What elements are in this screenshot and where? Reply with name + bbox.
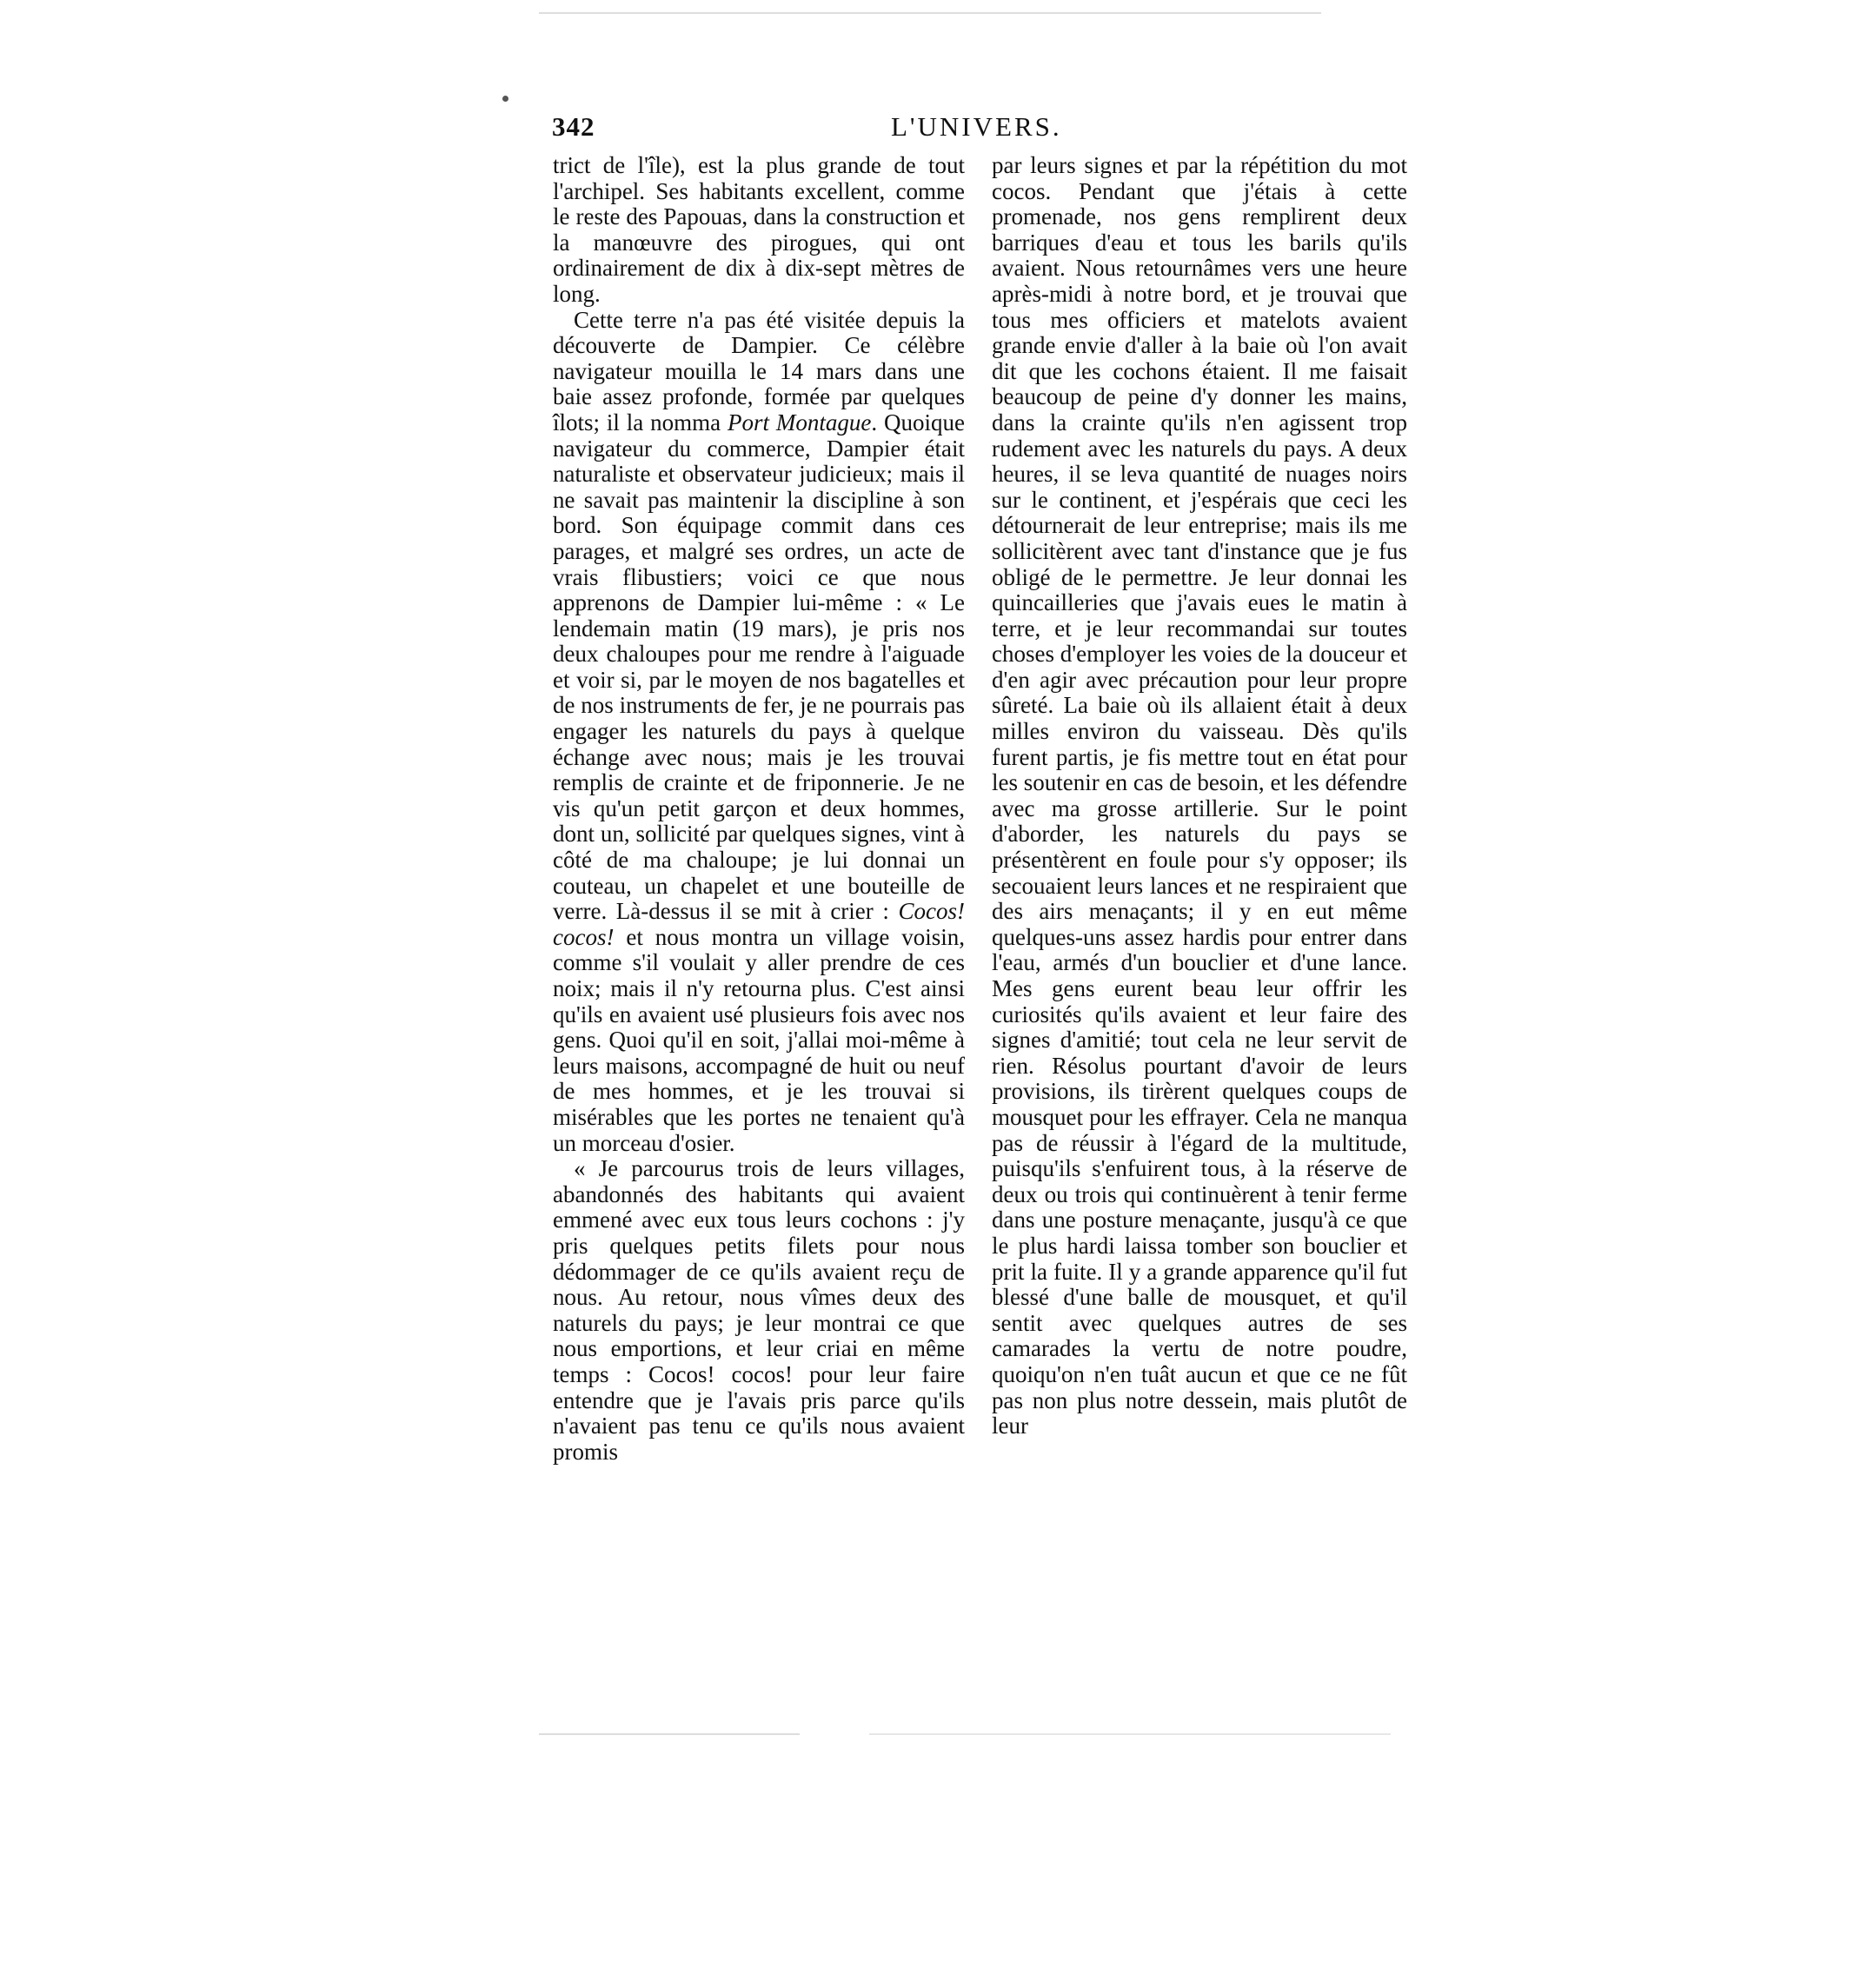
exclamation-italic: Cocos! cocos! xyxy=(553,898,965,950)
page-header xyxy=(552,111,1412,143)
left-paragraph-2-part-b: . Quoique navigateur du commerce, Dampier était naturaliste et observateur judicieux; mais il ne savait pas maintenir la discipline à son bord. Son équipage commit dans ces parages, et malgré ses ordres, un acte de vrais flibustiers; voici ce que nous apprenons de Dampier lui-même : « Le lendemain matin (19 mars), je pris nos deux chaloupes pour me rendre à l'aiguade et voir si, par le moyen de nos bagatelles et de nos instruments de fer, je ne pourrais pas engager les naturels du pays à quelque échange avec nous; mais je les trouvai remplis de crainte et de friponnerie. Je ne vis qu'un petit garçon et deux hommes, dont un, sollicité par quelques signes, vint à côté de ma chaloupe; je lui donnai un couteau, un chapelet et une bouteille de verre. Là-dessus il se mit à crier : xyxy=(553,409,965,925)
left-paragraph-2-part-c: et nous montra un village voisin, comme s'il voulait y aller prendre de ces noix; mais il n'y retourna plus. C'est ainsi qu'ils en avaient usé plusieurs fois avec nos gens. Quoi qu'il en soit, j'allai moi-même à leurs maisons, accompagné de huit ou neuf de mes hommes, et je les trouvai si misérables que les portes ne tenaient qu'à un morceau d'osier. xyxy=(553,923,965,1156)
right-column xyxy=(992,153,1407,1439)
place-name-italic: Port Montague xyxy=(728,409,872,435)
page-number: 342 xyxy=(552,111,595,142)
left-paragraph-3: « Je parcourus trois de leurs villages, abandonnés des habitants qui avaient emmené avec eux tous leurs cochons : j'y pris quelques petits filets pour nous dédommager de ce qu'ils avaient reçu de nous. Au retour, nous vîmes deux des naturels du pays; je leur montrai ce que nous emportions, et leur criai en même temps : Cocos! cocos! pour leur faire entendre que je l'avais pris parce qu'ils n'avaient pas tenu ce qu'ils nous avaient promis xyxy=(553,1155,965,1465)
left-paragraph-2 xyxy=(553,308,965,1157)
scan-artifact-bottom xyxy=(539,1733,800,1735)
left-paragraph-2-part-a: Cette terre n'a pas été visitée depuis la découverte de Dampier. Ce célèbre navigateur mouilla le 14 mars dans une baie assez profonde, formée par quelques îlots; il la nomma xyxy=(553,306,965,435)
running-head: L'UNIVERS. xyxy=(891,111,1062,142)
scan-artifact-top xyxy=(539,12,1321,14)
left-paragraph-1: trict de l'île), est la plus grande de tout l'archipel. Ses habitants excellent, comme le reste des Papouas, dans la construction et la manœuvre des pirogues, qui ont ordinairement de dix à dix-sept mètres de long. xyxy=(553,152,965,307)
left-column xyxy=(553,153,965,1465)
scan-speck xyxy=(502,96,508,102)
scan-artifact-bottom-2 xyxy=(869,1733,1391,1735)
right-paragraph-1: par leurs signes et par la répétition du mot cocos. Pendant que j'étais à cette promenade, nos gens remplirent deux barriques d'eau et tous les barils qu'ils avaient. Nous retournâmes vers une heure après-midi à notre bord, et je trouvai que tous mes officiers et matelots avaient grande envie d'aller à la baie où l'on avait dit que les cochons étaient. Il me faisait beaucoup de peine d'y donner les mains, dans la crainte qu'ils n'en agissent trop rudement avec les naturels du pays. A deux heures, il se leva quantité de nuages noirs sur le continent, et j'espérais que ceci les détournerait de leur entreprise; mais ils me sollicitèrent avec tant d'instance que je fus obligé de le permettre. Je leur donnai les quincailleries que j'avais eues le matin à terre, et je leur recommandai sur toutes choses d'employer les voies de la douceur et d'en agir avec précaution pour leur propre sûreté. La baie où ils allaient était à deux milles environ du vaisseau. Dès qu'ils furent partis, je fis mettre tout en état pour les soutenir en cas de besoin, et les défendre avec ma grosse artillerie. Sur le point d'aborder, les naturels du pays se présentèrent en foule pour s'y opposer; ils secouaient leurs lances et ne respiraient que des airs menaçants; il y en eut même quelques-uns assez hardis pour entrer dans l'eau, armés d'un bouclier et d'une lance. Mes gens eurent beau leur offrir les curiosités qu'ils avaient et leur faire des signes d'amitié; tout cela ne leur servit de rien. Résolus pourtant d'avoir de leurs provisions, ils tirèrent quelques coups de mousquet pour les effrayer. Cela ne manqua pas de réussir à l'égard de la multitude, puisqu'ils s'enfuirent tous, à la réserve de deux ou trois qui continuèrent à tenir ferme dans une posture menaçante, jusqu'à ce que le plus hardi laissa tomber son bouclier et prit la fuite. Il y a grande apparence qu'il fut blessé d'une balle de mousquet, et qu'il sentit avec quelques autres de ses camarades la vertu de notre poudre, quoiqu'on n'en tuât aucun et que ce ne fût pas non plus notre dessein, mais plutôt de leur xyxy=(992,152,1407,1439)
